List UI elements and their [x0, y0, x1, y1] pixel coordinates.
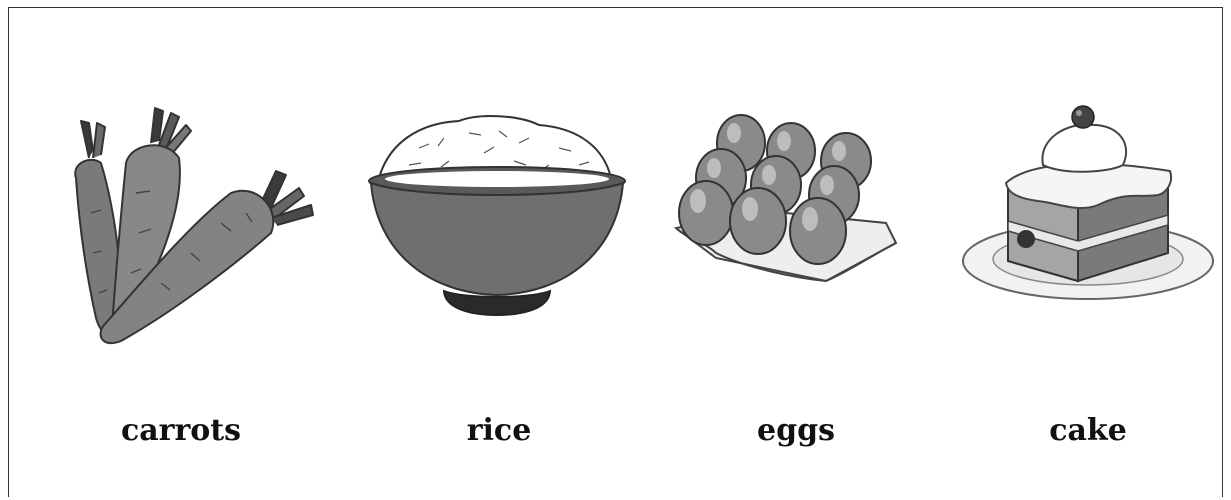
item-label-rice: rice — [466, 413, 532, 448]
rice-item — [349, 8, 649, 498]
rice-bowl-image — [349, 103, 649, 373]
cake-item — [938, 8, 1231, 498]
item-label-carrots: carrots — [120, 413, 242, 448]
carrots-image — [31, 103, 331, 373]
picture-card — [8, 7, 1223, 497]
item-label-eggs: eggs — [757, 413, 835, 448]
egg-carton-image — [646, 103, 946, 373]
cake-image — [938, 103, 1231, 373]
eggs-item — [646, 8, 946, 498]
item-label-cake: cake — [1049, 413, 1127, 448]
carrots-item — [31, 8, 331, 498]
